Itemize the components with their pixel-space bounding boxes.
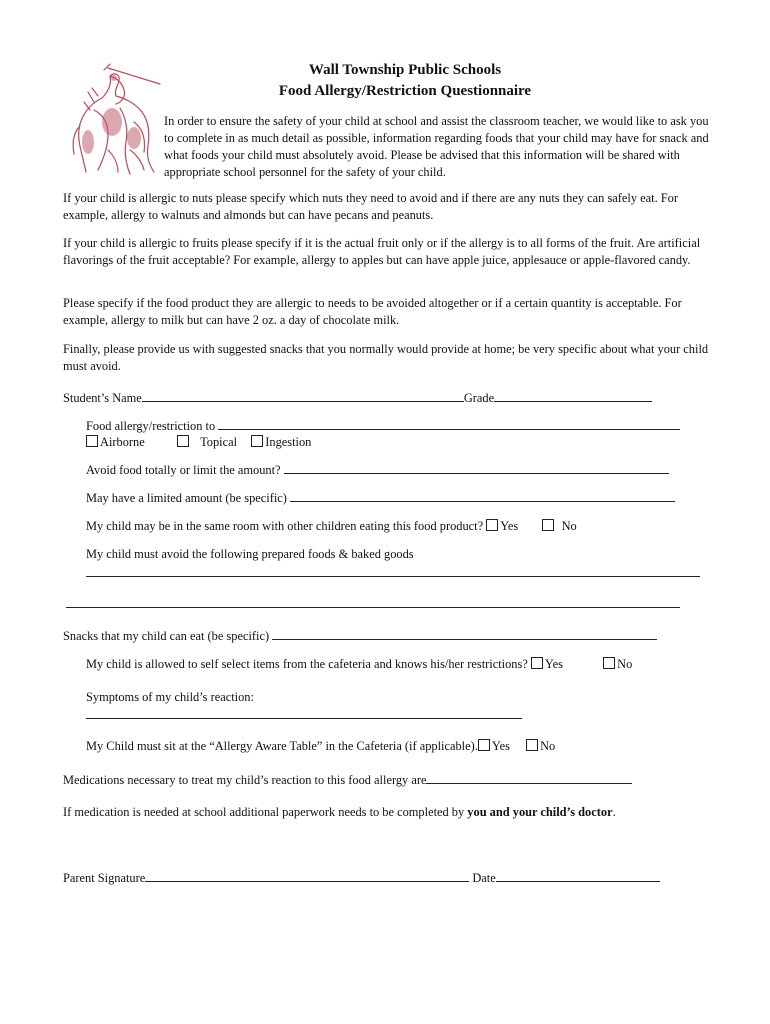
knight-logo-icon xyxy=(64,62,164,180)
symptoms-field[interactable] xyxy=(86,707,522,724)
topical-label: Topical xyxy=(200,435,238,449)
airborne-label: Airborne xyxy=(100,435,145,449)
same-room-label: My child may be in the same room with other children eating this food product? xyxy=(86,519,484,533)
avoid-label: Avoid food totally or limit the amount? xyxy=(86,463,281,477)
prepared-foods-field-2[interactable] xyxy=(66,596,680,613)
grade-label: Grade xyxy=(463,391,495,405)
symptoms-label: Symptoms of my child’s reaction: xyxy=(86,690,254,704)
cafeteria-no-label: No xyxy=(617,657,633,671)
date-label: Date xyxy=(472,871,496,885)
ingestion-label: Ingestion xyxy=(265,435,312,449)
cafeteria-label: My child is allowed to self select items from the cafeteria and knows his/her restrictions? xyxy=(86,657,528,671)
fruits-paragraph: If your child is allergic to fruits please specify if it is the actual fruit only or if the allergy is to all forms of the fruit. Are artificial flavorings of the fruit acceptable? For example, allergy to apples but can have apple juice, applesauce or apple-flavored candy. xyxy=(63,236,701,267)
snacks-label: Snacks that my child can eat (be specific) xyxy=(63,629,270,643)
limited-row xyxy=(86,490,675,507)
student-name-field[interactable] xyxy=(142,390,464,402)
signature-label: Parent Signature xyxy=(63,871,146,885)
medications-label: Medications necessary to treat my child’s reaction to this food allergy are xyxy=(63,773,427,787)
same-room-no-label: No xyxy=(561,519,577,533)
allergy-table-yes-label: Yes xyxy=(491,739,510,753)
grade-field[interactable] xyxy=(494,390,652,402)
allergy-table-no-label: No xyxy=(540,739,556,753)
same-room-row xyxy=(86,518,577,535)
topical-checkbox[interactable] xyxy=(177,435,189,447)
allergy-table-label: My Child must sit at the “Allergy Aware Table” in the Cafeteria (if applicable). xyxy=(86,739,478,753)
snacks-row xyxy=(63,628,657,645)
airborne-checkbox[interactable] xyxy=(86,435,98,447)
date-field[interactable] xyxy=(496,870,660,882)
limited-label: May have a limited amount (be specific) xyxy=(86,491,287,505)
snacks-paragraph: Finally, please provide us with suggested snacks that you normally would provide at home; be very specific about what your child must avoid. xyxy=(63,342,709,373)
cafeteria-no-checkbox[interactable] xyxy=(603,657,615,669)
medication-note xyxy=(63,804,616,821)
student-name-label: Student’s Name xyxy=(63,391,142,405)
medication-note-text: If medication is needed at school additional paperwork needs to be completed by xyxy=(63,805,468,819)
same-room-no-checkbox[interactable] xyxy=(542,519,554,531)
nuts-paragraph: If your child is allergic to nuts please specify which nuts they need to avoid and if there are any nuts they can safely eat. For example, allergy to walnuts and almonds but can have pecans and peanuts. xyxy=(63,191,678,222)
cafeteria-yes-checkbox[interactable] xyxy=(531,657,543,669)
same-room-yes-checkbox[interactable] xyxy=(486,519,498,531)
form-title: Food Allergy/Restriction Questionnaire xyxy=(278,83,532,99)
medications-row xyxy=(63,772,632,789)
intro-paragraph: In order to ensure the safety of your child at school and assist the classroom teacher, we would like to ask you to complete in as much detail as possible, information regarding foods that your child may have for snack and what foods your child must absolutely avoid. Please be advised that this information will be shared with appropriate school personnel for the safety of your child. xyxy=(164,114,709,179)
cafeteria-yes-label: Yes xyxy=(544,657,563,671)
ingestion-checkbox[interactable] xyxy=(251,435,263,447)
prepared-foods-label: My child must avoid the following prepared foods & baked goods xyxy=(86,547,414,561)
cafeteria-row xyxy=(86,656,632,673)
signature-row xyxy=(63,870,660,887)
limited-field[interactable] xyxy=(290,490,675,502)
snacks-field[interactable] xyxy=(272,628,657,640)
medication-note-bold: you and your child’s doctor xyxy=(467,805,613,819)
exposure-type-row xyxy=(86,434,311,451)
allergy-to-field[interactable] xyxy=(218,418,680,430)
avoid-row xyxy=(86,462,669,479)
school-title: Wall Township Public Schools xyxy=(308,62,502,78)
student-name-row xyxy=(63,390,652,407)
avoid-field[interactable] xyxy=(284,462,669,474)
signature-field[interactable] xyxy=(145,870,469,882)
allergy-to-row xyxy=(86,418,680,435)
allergy-table-row xyxy=(86,738,555,755)
allergy-to-label: Food allergy/restriction to xyxy=(86,419,216,433)
medication-note-end: . xyxy=(612,805,616,819)
allergy-table-no-checkbox[interactable] xyxy=(526,739,538,751)
prepared-foods-field-1[interactable] xyxy=(86,565,700,582)
same-room-yes-label: Yes xyxy=(500,519,519,533)
medications-field[interactable] xyxy=(426,772,632,784)
allergy-table-yes-checkbox[interactable] xyxy=(478,739,490,751)
quantity-paragraph: Please specify if the food product they are allergic to needs to be avoided altogether or if a certain quantity is acceptable. For example, allergy to milk but can have 2 oz. a day of chocolate milk. xyxy=(63,296,682,327)
